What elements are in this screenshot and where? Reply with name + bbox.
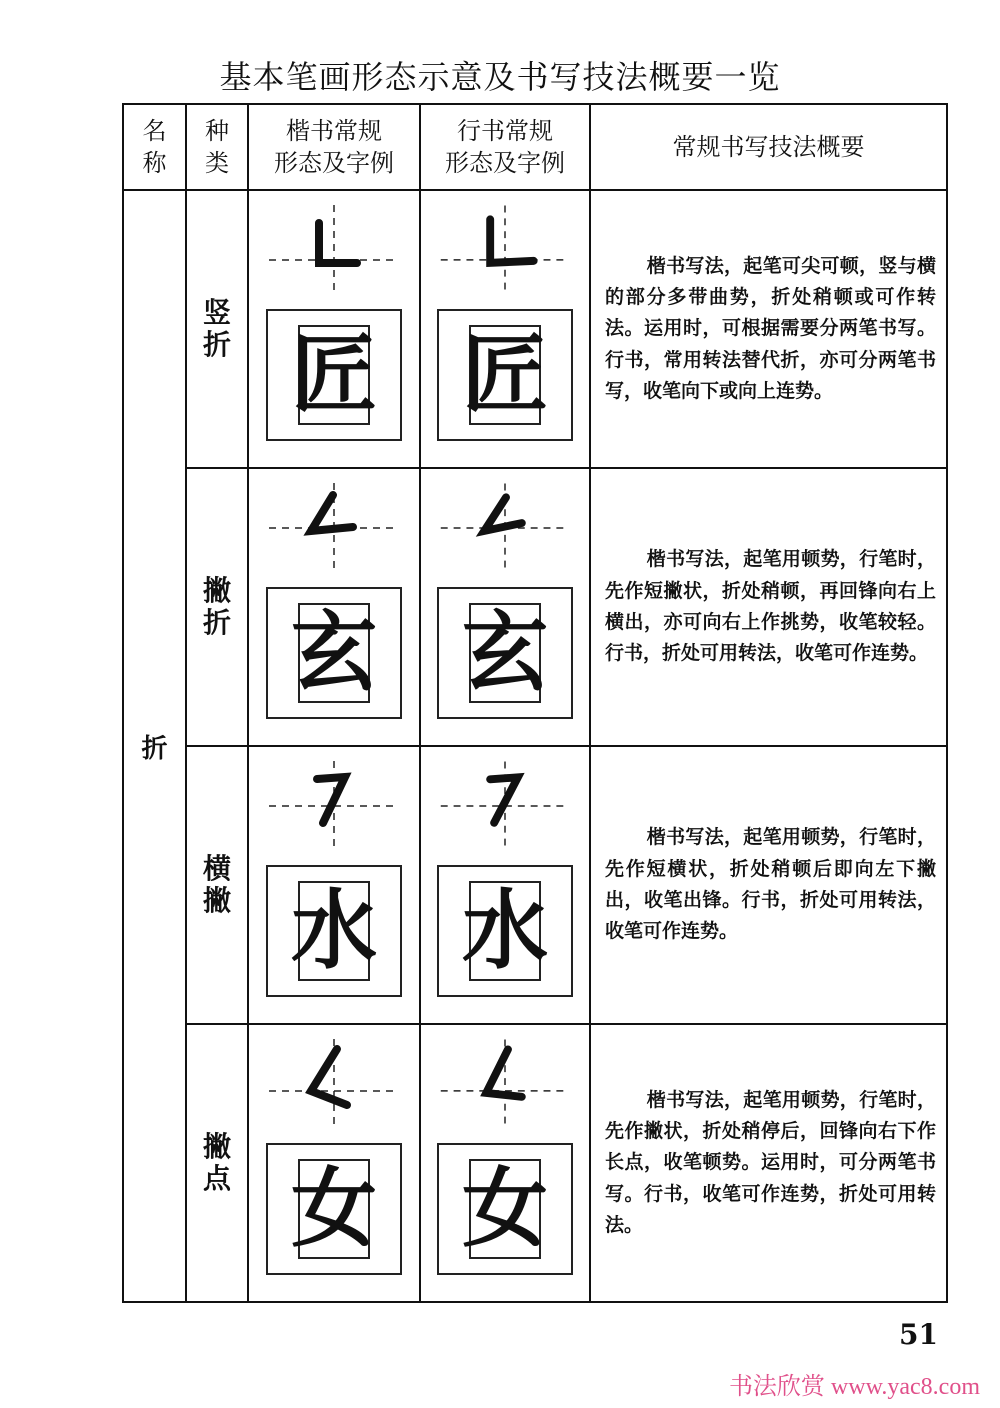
xingshu-cell (420, 746, 590, 1024)
watermark: 书法欣赏 www.yac8.com (728, 1374, 980, 1400)
type-cell: 撇 折 (186, 468, 248, 746)
char-frame (266, 865, 402, 997)
table-row (123, 746, 947, 1024)
category-cell: 折 (123, 190, 186, 1302)
header-xingshu: 行书常规 形态及字例 (420, 104, 590, 190)
type-cell: 横 撇 (186, 746, 248, 1024)
example-char: 匠 (462, 325, 548, 425)
example-char: 水 (291, 881, 377, 981)
stroke-diagram (421, 205, 589, 295)
xingshu-cell (420, 190, 590, 468)
technique-description: 楷书写法，起笔用顿势，行笔时，先作短横状，折处稍顿后即向左下撇出，收笔出锋。行书，折处可用转法，收笔可作连势。 (590, 746, 947, 1024)
stroke-diagram (249, 761, 419, 851)
strokes-table (122, 103, 948, 1303)
header-row (123, 104, 947, 190)
kaishu-cell (248, 746, 420, 1024)
example-char: 水 (462, 881, 548, 981)
table-row (123, 468, 947, 746)
stroke-diagram (249, 1039, 419, 1129)
header-kaishu: 楷书常规 形态及字例 (248, 104, 420, 190)
technique-description: 楷书写法，起笔用顿势，行笔时，先作撇状，折处稍停后，回锋向右下作长点，收笔顿势。运用时，可分两笔书写。行书，收笔可作连势，折处可用转法。 (590, 1024, 947, 1302)
type-cell: 撇 点 (186, 1024, 248, 1302)
example-char: 女 (291, 1159, 377, 1259)
stroke-diagram (421, 1039, 589, 1129)
kaishu-cell (248, 190, 420, 468)
char-frame (266, 1143, 402, 1275)
header-technique: 常规书写技法概要 (590, 104, 947, 190)
technique-description: 楷书写法，起笔用顿势，行笔时，先作短撇状，折处稍顿，再回锋向右上横出，亦可向右上作挑势，收笔较轻。行书，折处可用转法，收笔可作连势。 (590, 468, 947, 746)
kaishu-cell (248, 1024, 420, 1302)
example-char: 女 (462, 1159, 548, 1259)
kaishu-cell (248, 468, 420, 746)
stroke-diagram (249, 205, 419, 295)
char-frame (437, 1143, 573, 1275)
stroke-diagram (421, 483, 589, 573)
stroke-diagram (249, 483, 419, 573)
char-frame (266, 309, 402, 441)
header-name: 名 称 (123, 104, 186, 190)
stroke-diagram (421, 761, 589, 851)
example-char: 匠 (291, 325, 377, 425)
page-title: 基本笔画形态示意及书写技法概要一览 (219, 58, 781, 96)
xingshu-cell (420, 1024, 590, 1302)
xingshu-cell (420, 468, 590, 746)
table-row (123, 1024, 947, 1302)
char-frame (437, 865, 573, 997)
header-type: 种 类 (186, 104, 248, 190)
example-char: 玄 (462, 603, 548, 703)
technique-description: 楷书写法，起笔可尖可顿，竖与横的部分多带曲势，折处稍顿或可作转法。运用时，可根据需要分两笔书写。行书，常用转法替代折，亦可分两笔书写，收笔向下或向上连势。 (590, 190, 947, 468)
page-number: 51 (899, 1318, 938, 1351)
table-row (123, 190, 947, 468)
char-frame (437, 587, 573, 719)
type-cell: 竖 折 (186, 190, 248, 468)
char-frame (437, 309, 573, 441)
example-char: 玄 (291, 603, 377, 703)
char-frame (266, 587, 402, 719)
